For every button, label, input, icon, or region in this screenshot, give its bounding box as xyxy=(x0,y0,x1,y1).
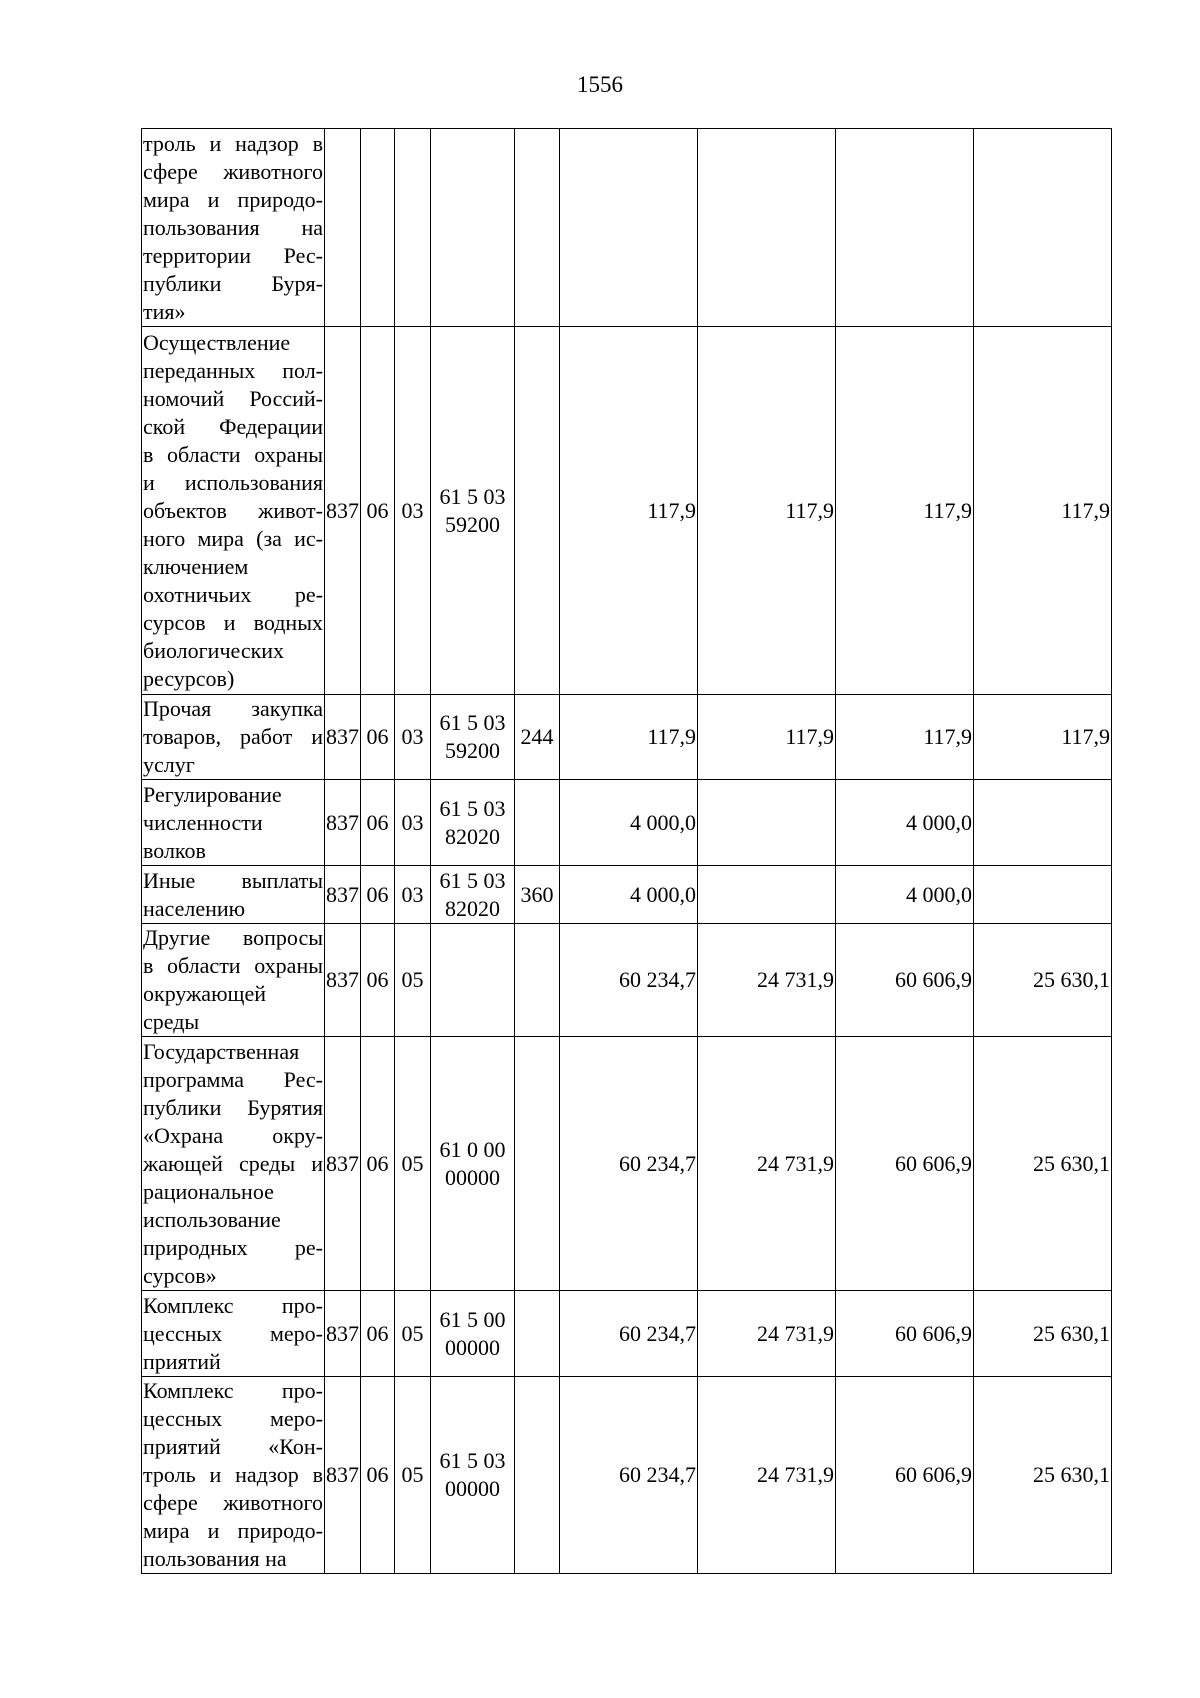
amount-cell-1: 60 234,7 xyxy=(560,1037,698,1291)
expense-type-cell: 244 xyxy=(515,695,560,780)
row-name-line: населению xyxy=(143,895,246,921)
row-name-line: ской Федерации xyxy=(143,413,323,439)
expense-type-cell xyxy=(515,924,560,1037)
target-article-cell xyxy=(431,1291,515,1377)
target-article-part: 00000 xyxy=(445,1334,500,1360)
amount-cell-2: 24 731,9 xyxy=(698,924,836,1037)
amount-cell-2: 24 731,9 xyxy=(698,1037,836,1291)
row-name-line: природных ре- xyxy=(143,1234,323,1260)
row-name-line: тия» xyxy=(143,298,186,324)
row-name-line: номочий Россий- xyxy=(143,385,323,411)
row-name-line: объектов живот- xyxy=(143,497,323,523)
table-row xyxy=(142,1291,1112,1377)
target-article-cell xyxy=(431,695,515,780)
row-name-line: Иные выплаты xyxy=(143,867,323,893)
expense-type-cell xyxy=(515,1037,560,1291)
expense-type-cell: 360 xyxy=(515,866,560,924)
ved-code-cell xyxy=(325,129,361,327)
section-code-cell: 06 xyxy=(361,780,395,866)
target-article-cell xyxy=(431,1037,515,1291)
row-name-line: цессных меро- xyxy=(143,1320,323,1346)
expense-type-cell xyxy=(515,1377,560,1574)
row-name-line: приятий «Кон- xyxy=(143,1434,323,1459)
amount-cell-3: 60 606,9 xyxy=(836,924,974,1037)
target-article-part: 61 5 03 xyxy=(439,867,506,893)
target-article-part: 82020 xyxy=(445,895,500,921)
table-row xyxy=(142,924,1112,1037)
amount-cell-1: 60 234,7 xyxy=(560,924,698,1037)
target-article-cell xyxy=(431,327,515,695)
amount-cell-3: 4 000,0 xyxy=(836,866,974,924)
target-article-part: 61 0 00 xyxy=(439,1136,506,1162)
target-article-part: 59200 xyxy=(445,738,500,763)
amount-cell-4: 117,9 xyxy=(974,327,1112,695)
row-name-cell xyxy=(142,1037,325,1291)
amount-cell-2: 117,9 xyxy=(698,695,836,780)
section-code-cell: 06 xyxy=(361,866,395,924)
section-code-cell: 06 xyxy=(361,924,395,1037)
row-name-line: сурсов и водных xyxy=(143,609,323,635)
expense-type-cell xyxy=(515,780,560,866)
row-name-line: Другие вопросы xyxy=(143,925,323,950)
row-name-cell xyxy=(142,866,325,924)
ved-code-cell: 837 xyxy=(325,780,361,866)
row-name-line: Комплекс про- xyxy=(143,1378,323,1403)
amount-cell-2: 117,9 xyxy=(698,327,836,695)
row-name-line: ключением xyxy=(143,553,249,579)
row-name-line: сфере животного xyxy=(143,158,323,184)
row-name-line: волков xyxy=(143,837,206,863)
row-name-line: сфере животного xyxy=(143,1490,323,1515)
row-name-line: публики Бурятия xyxy=(143,1094,323,1120)
row-name-cell xyxy=(142,780,325,866)
row-name-line: троль и надзор в xyxy=(143,130,323,156)
amount-cell-1: 4 000,0 xyxy=(560,866,698,924)
amount-cell-1 xyxy=(560,129,698,327)
amount-cell-3: 4 000,0 xyxy=(836,780,974,866)
row-name-cell xyxy=(142,695,325,780)
amount-cell-3: 117,9 xyxy=(836,695,974,780)
table-row xyxy=(142,1037,1112,1291)
amount-cell-4: 25 630,1 xyxy=(974,924,1112,1037)
amount-cell-1: 117,9 xyxy=(560,327,698,695)
amount-cell-3 xyxy=(836,129,974,327)
target-article-part: 61 5 03 xyxy=(439,1448,506,1473)
target-article-cell xyxy=(431,924,515,1037)
row-name-cell xyxy=(142,327,325,695)
row-name-line: биологических xyxy=(143,637,285,663)
section-code-cell: 06 xyxy=(361,1037,395,1291)
row-name-line: пользования на xyxy=(143,214,323,240)
row-name-line: численности xyxy=(143,809,263,835)
section-code-cell: 06 xyxy=(361,327,395,695)
ved-code-cell: 837 xyxy=(325,327,361,695)
expense-type-cell xyxy=(515,327,560,695)
table-row xyxy=(142,695,1112,780)
row-name-line: использование xyxy=(143,1206,281,1232)
table-row xyxy=(142,780,1112,866)
row-name-line: ного мира (за ис- xyxy=(143,525,323,551)
target-article-part: 61 5 03 xyxy=(439,483,506,509)
amount-cell-1: 60 234,7 xyxy=(560,1291,698,1377)
ved-code-cell: 837 xyxy=(325,695,361,780)
row-name-line: услуг xyxy=(143,752,195,777)
row-name-line: сурсов» xyxy=(143,1262,217,1288)
subsection-code-cell: 05 xyxy=(395,924,431,1037)
target-article-part: 61 5 03 xyxy=(439,795,506,821)
row-name-line: программа Рес- xyxy=(143,1066,323,1092)
amount-cell-2: 24 731,9 xyxy=(698,1291,836,1377)
row-name-line: Осуществление xyxy=(143,329,291,355)
row-name-cell xyxy=(142,1377,325,1574)
amount-cell-4: 25 630,1 xyxy=(974,1291,1112,1377)
row-name-line: цессных меро- xyxy=(143,1406,323,1431)
subsection-code-cell: 03 xyxy=(395,327,431,695)
target-article-part: 59200 xyxy=(445,511,500,537)
row-name-line: Государственная xyxy=(143,1038,300,1064)
amount-cell-3: 60 606,9 xyxy=(836,1291,974,1377)
row-name-line: ресурсов) xyxy=(143,665,235,691)
amount-cell-4 xyxy=(974,129,1112,327)
table-row xyxy=(142,1377,1112,1574)
subsection-code-cell: 03 xyxy=(395,695,431,780)
row-name-line: приятий xyxy=(143,1348,221,1374)
row-name-line: рациональное xyxy=(143,1178,274,1204)
subsection-code-cell: 05 xyxy=(395,1037,431,1291)
row-name-line: товаров, работ и xyxy=(143,724,323,749)
row-name-cell xyxy=(142,924,325,1037)
amount-cell-1: 60 234,7 xyxy=(560,1377,698,1574)
section-code-cell: 06 xyxy=(361,695,395,780)
target-article-part: 61 5 00 xyxy=(439,1306,506,1332)
row-name-line: публики Буря- xyxy=(143,270,323,296)
target-article-cell xyxy=(431,866,515,924)
row-name-line: среды xyxy=(143,1009,200,1034)
amount-cell-2 xyxy=(698,780,836,866)
ved-code-cell: 837 xyxy=(325,1377,361,1574)
row-name-line: в области охраны xyxy=(143,953,323,978)
amount-cell-4 xyxy=(974,780,1112,866)
amount-cell-2 xyxy=(698,866,836,924)
row-name-line: жающей среды и xyxy=(143,1150,323,1176)
amount-cell-4: 25 630,1 xyxy=(974,1377,1112,1574)
row-name-line: переданных пол- xyxy=(143,357,323,383)
target-article-cell xyxy=(431,780,515,866)
row-name-line: мира и природо- xyxy=(143,186,323,212)
row-name-cell xyxy=(142,129,325,327)
row-name-line: Комплекс про- xyxy=(143,1292,323,1318)
amount-cell-4 xyxy=(974,866,1112,924)
subsection-code-cell: 05 xyxy=(395,1291,431,1377)
target-article-cell xyxy=(431,1377,515,1574)
amount-cell-2 xyxy=(698,129,836,327)
row-name-line: мира и природо- xyxy=(143,1518,323,1543)
amount-cell-3: 117,9 xyxy=(836,327,974,695)
subsection-code-cell: 03 xyxy=(395,866,431,924)
section-code-cell xyxy=(361,129,395,327)
row-name-line: Регулирование xyxy=(143,781,282,807)
expense-type-cell xyxy=(515,129,560,327)
target-article-cell xyxy=(431,129,515,327)
budget-table xyxy=(141,128,1112,1574)
subsection-code-cell: 03 xyxy=(395,780,431,866)
target-article-part: 61 5 03 xyxy=(439,710,506,735)
ved-code-cell: 837 xyxy=(325,1037,361,1291)
amount-cell-2: 24 731,9 xyxy=(698,1377,836,1574)
amount-cell-4: 117,9 xyxy=(974,695,1112,780)
amount-cell-1: 4 000,0 xyxy=(560,780,698,866)
ved-code-cell: 837 xyxy=(325,1291,361,1377)
ved-code-cell: 837 xyxy=(325,924,361,1037)
row-name-cell xyxy=(142,1291,325,1377)
target-article-part: 00000 xyxy=(445,1476,500,1501)
row-name-line: троль и надзор в xyxy=(143,1462,323,1487)
table-row xyxy=(142,866,1112,924)
subsection-code-cell: 05 xyxy=(395,1377,431,1574)
row-name-line: и использования xyxy=(143,469,323,495)
subsection-code-cell xyxy=(395,129,431,327)
row-name-line: пользования на xyxy=(143,1546,287,1571)
expense-type-cell xyxy=(515,1291,560,1377)
amount-cell-3: 60 606,9 xyxy=(836,1037,974,1291)
row-name-line: территории Рес- xyxy=(143,242,323,268)
page-number: 1556 xyxy=(577,72,623,97)
row-name-line: в области охраны xyxy=(143,441,323,467)
amount-cell-1: 117,9 xyxy=(560,695,698,780)
amount-cell-4: 25 630,1 xyxy=(974,1037,1112,1291)
row-name-line: Прочая закупка xyxy=(143,696,323,721)
section-code-cell: 06 xyxy=(361,1377,395,1574)
row-name-line: охотничьих ре- xyxy=(143,581,323,607)
target-article-part: 00000 xyxy=(445,1164,500,1190)
table-row xyxy=(142,327,1112,695)
ved-code-cell: 837 xyxy=(325,866,361,924)
section-code-cell: 06 xyxy=(361,1291,395,1377)
target-article-part: 82020 xyxy=(445,823,500,849)
table-row xyxy=(142,129,1112,327)
row-name-line: окружающей xyxy=(143,981,266,1006)
row-name-line: «Охрана окру- xyxy=(143,1122,323,1148)
amount-cell-3: 60 606,9 xyxy=(836,1377,974,1574)
